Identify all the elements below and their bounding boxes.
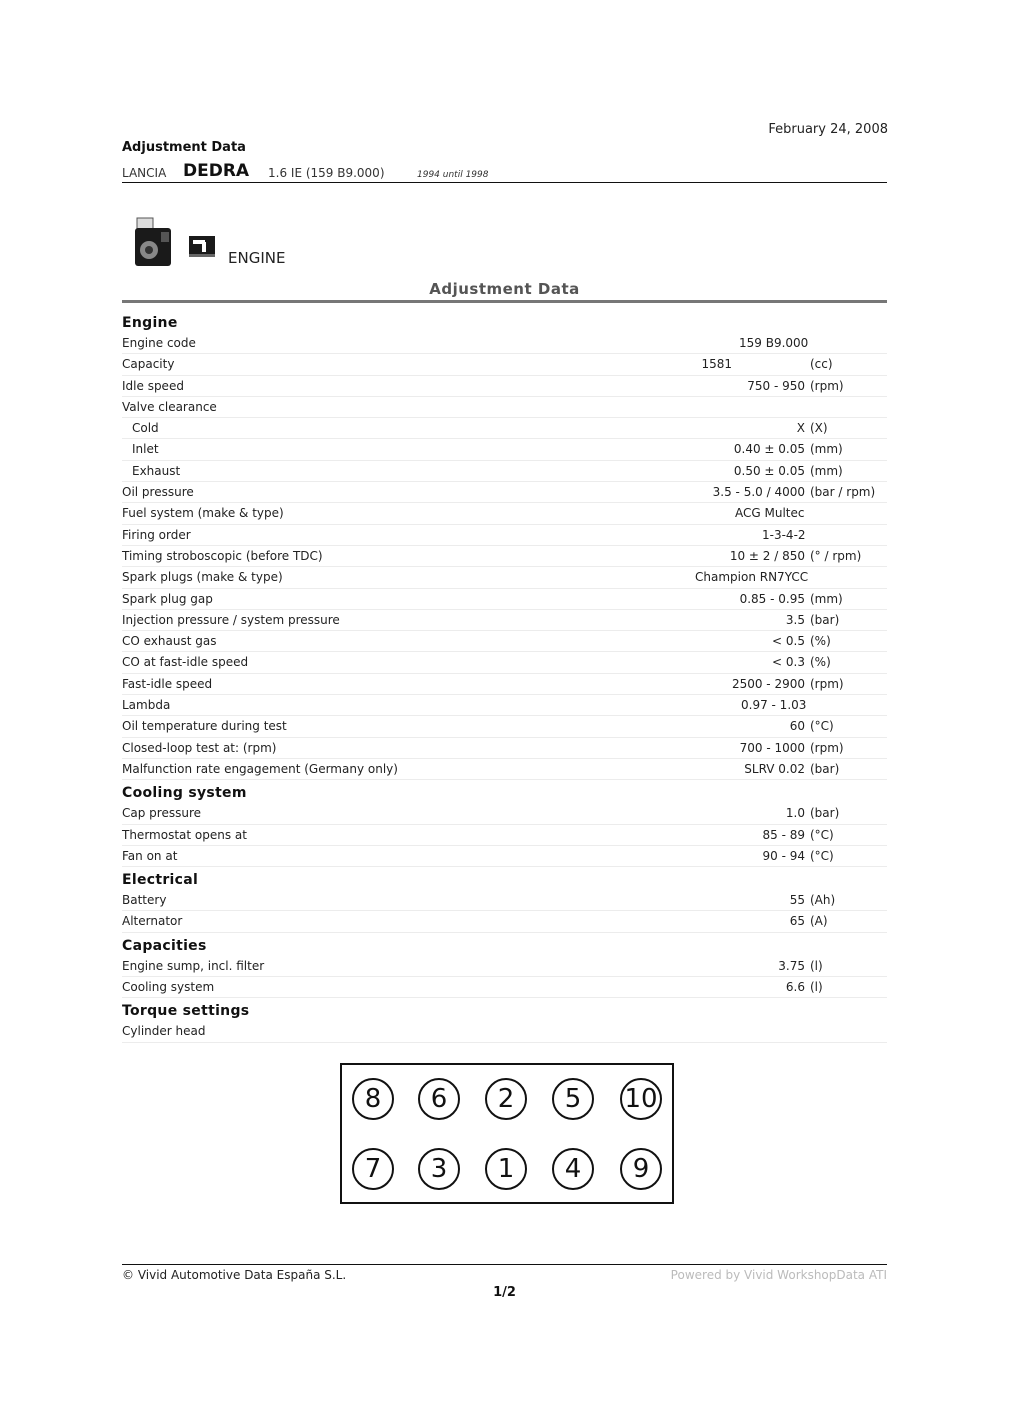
row-unit: (bar) (810, 806, 840, 821)
row-unit: (l) (810, 958, 823, 973)
row-value: 3.75 (778, 958, 805, 973)
row-label: Capacity (122, 357, 175, 372)
row-unit: (° / rpm) (810, 548, 862, 563)
row-unit: (bar) (810, 761, 840, 776)
row-label: Alternator (122, 914, 183, 929)
group-capacities (122, 933, 887, 956)
row-unit: (Ah) (810, 893, 836, 908)
row-label: Inlet (132, 442, 159, 457)
document-title: Adjustment Data (122, 140, 246, 155)
table-row (122, 674, 887, 695)
row-label: Spark plugs (make & type) (122, 570, 283, 585)
row-label: Engine sump, incl. filter (122, 958, 265, 973)
table-row (122, 439, 887, 460)
row-label: Lambda (122, 698, 171, 713)
table-row (122, 461, 887, 482)
row-unit: (°C) (810, 827, 834, 842)
group-title: Electrical (122, 872, 199, 889)
row-unit: (mm) (810, 442, 843, 457)
row-label: Fan on at (122, 848, 178, 863)
row-value: Champion RN7YCC (695, 570, 809, 585)
row-label: Oil temperature during test (122, 719, 287, 734)
section-name: ENGINE (228, 249, 286, 267)
row-label: Firing order (122, 527, 191, 542)
row-unit: (l) (810, 980, 823, 995)
bolt-number: 7 (352, 1148, 394, 1190)
row-label: Idle speed (122, 378, 184, 393)
bolt-number: 6 (418, 1078, 460, 1120)
row-unit: (°C) (810, 719, 834, 734)
copyright: © Vivid Automotive Data España S.L. (122, 1268, 347, 1282)
row-unit: (cc) (810, 357, 833, 372)
vehicle-make: LANCIA (122, 166, 167, 180)
table-row (122, 354, 887, 375)
bolt-number: 4 (552, 1148, 594, 1190)
table-row (122, 418, 887, 439)
table-row (122, 716, 887, 737)
engine-icon (131, 216, 173, 268)
row-unit: (mm) (810, 463, 843, 478)
row-label: Cap pressure (122, 806, 201, 821)
row-label: Cold (132, 421, 159, 436)
row-unit: (A) (810, 914, 828, 929)
row-unit: (°C) (810, 848, 834, 863)
row-value: < 0.3 (772, 655, 805, 670)
row-unit: (bar) (810, 612, 840, 627)
bolt-number: 3 (418, 1148, 460, 1190)
row-value: 700 - 1000 (739, 740, 805, 755)
page-number: 1/2 (493, 1285, 516, 1300)
table-heading: Adjustment Data (122, 280, 887, 303)
row-value: 1-3-4-2 (762, 527, 806, 542)
group-title: Torque settings (122, 1003, 250, 1020)
row-label: Battery (122, 893, 167, 908)
row-value: < 0.5 (772, 634, 805, 649)
row-label: Cooling system (122, 980, 215, 995)
row-label: Timing stroboscopic (before TDC) (122, 548, 323, 563)
table-row (122, 525, 887, 546)
table-row (122, 610, 887, 631)
table-row (122, 567, 887, 588)
row-value: 0.40 ± 0.05 (733, 442, 805, 457)
row-value: 90 - 94 (762, 848, 805, 863)
table-row (122, 333, 887, 354)
row-value: 3.5 (785, 612, 805, 627)
row-unit: (rpm) (810, 676, 844, 691)
row-label: Thermostat opens at (122, 827, 247, 842)
table-row (122, 652, 887, 673)
group-title: Cooling system (122, 785, 247, 802)
bolt-number: 9 (620, 1148, 662, 1190)
table-row (122, 956, 887, 977)
table-row (122, 803, 887, 824)
row-value: 750 - 950 (747, 378, 805, 393)
adjustment-table (122, 310, 887, 1043)
row-label: Spark plug gap (122, 591, 213, 606)
row-value: 60 (789, 719, 805, 734)
bolt-number: 5 (552, 1078, 594, 1120)
row-label: Closed-loop test at: (rpm) (122, 740, 277, 755)
table-row (122, 631, 887, 652)
row-unit: (X) (810, 421, 828, 436)
table-row (122, 1021, 887, 1042)
document-date: February 24, 2008 (768, 122, 888, 137)
table-row (122, 759, 887, 780)
row-value: 0.97 - 1.03 (741, 698, 807, 713)
row-label: Fuel system (make & type) (122, 506, 284, 521)
row-label: Valve clearance (122, 399, 217, 414)
row-label: Engine code (122, 336, 196, 350)
row-label: CO exhaust gas (122, 634, 217, 649)
row-value: 10 ± 2 / 850 (729, 548, 805, 563)
row-value: 2500 - 2900 (731, 676, 805, 691)
powered-by: Powered by Vivid WorkshopData ATI (670, 1268, 887, 1282)
row-value: 65 (789, 914, 805, 929)
vehicle-header (122, 158, 887, 183)
row-value: 0.50 ± 0.05 (733, 463, 805, 478)
vehicle-model: DEDRA (183, 161, 250, 181)
group-engine (122, 310, 887, 333)
group-title: Capacities (122, 937, 207, 954)
table-row (122, 546, 887, 567)
bolt-number: 8 (352, 1078, 394, 1120)
table-row (122, 695, 887, 716)
row-value: 85 - 89 (762, 827, 805, 842)
tightening-sequence-diagram (340, 1063, 674, 1204)
row-unit: (%) (810, 655, 831, 670)
table-row (122, 911, 887, 932)
table-row (122, 738, 887, 759)
row-unit: (rpm) (810, 378, 844, 393)
vehicle-years: 1994 until 1998 (417, 170, 489, 180)
group-cooling (122, 780, 887, 803)
table-row (122, 977, 887, 998)
row-unit: (%) (810, 634, 831, 649)
row-label: Exhaust (132, 463, 181, 478)
row-value: 6.6 (785, 980, 805, 995)
row-label: Malfunction rate engagement (Germany only) (122, 761, 398, 776)
table-row (122, 825, 887, 846)
table-row (122, 503, 887, 524)
row-label: Oil pressure (122, 485, 194, 500)
row-value: SLRV 0.02 (744, 761, 805, 776)
row-value: 55 (789, 893, 805, 908)
vehicle-engine: 1.6 IE (159 B9.000) (268, 166, 385, 180)
bolt-number: 2 (485, 1078, 527, 1120)
tool-icon (188, 234, 216, 258)
row-value: ACG Multec (735, 506, 805, 521)
group-torque (122, 998, 887, 1021)
row-value: 1581 (701, 357, 732, 372)
bolt-number: 1 (485, 1148, 527, 1190)
row-unit: (bar / rpm) (810, 485, 876, 500)
row-label: Fast-idle speed (122, 676, 213, 691)
row-label: Injection pressure / system pressure (122, 612, 340, 627)
table-row (122, 397, 887, 418)
table-row (122, 482, 887, 503)
row-value: X (796, 421, 805, 436)
row-value: 159 B9.000 (739, 336, 809, 350)
row-value: 1.0 (785, 806, 805, 821)
bolt-number: 10 (620, 1078, 662, 1120)
group-title: Engine (122, 315, 178, 331)
table-row (122, 890, 887, 911)
table-row (122, 376, 887, 397)
table-row (122, 846, 887, 867)
row-label: Cylinder head (122, 1024, 206, 1039)
footer-divider (122, 1264, 887, 1265)
row-value: 3.5 - 5.0 / 4000 (712, 485, 805, 500)
row-value: 0.85 - 0.95 (739, 591, 805, 606)
table-row (122, 589, 887, 610)
row-label: CO at fast-idle speed (122, 655, 249, 670)
group-electrical (122, 867, 887, 890)
row-unit: (rpm) (810, 740, 844, 755)
row-unit: (mm) (810, 591, 843, 606)
